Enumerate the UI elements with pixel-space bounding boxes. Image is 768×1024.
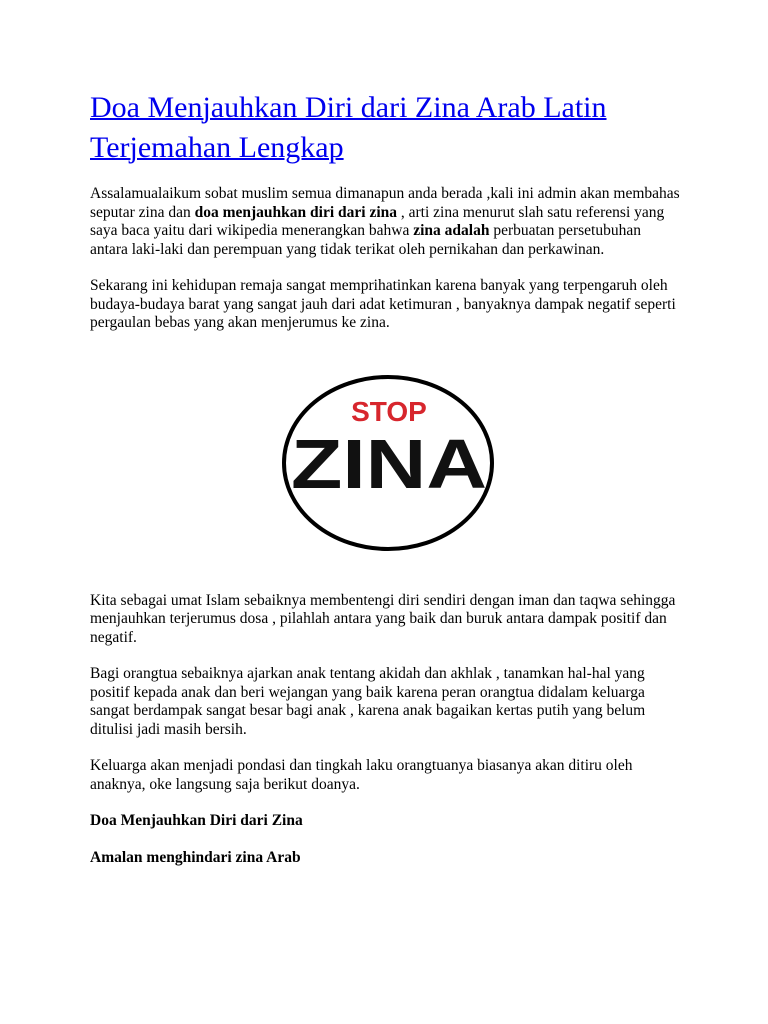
amalan-heading: Amalan menghindari zina Arab — [90, 848, 301, 866]
stop-zina-figure — [90, 373, 680, 553]
intro-bold-keyword-1: doa menjauhkan diri dari zina — [194, 203, 397, 221]
intro-paragraph — [90, 185, 680, 259]
parents-paragraph: Bagi orangtua sebaiknya ajarkan anak tentang akidah dan akhlak , tanamkan hal-hal yang positif kepada anak dan beri wejangan yang baik karena peran orangtua didalam keluarga sangat berdampak sangat besar bagi anak , karena anak bagaikan kertas putih yang belum ditulisi jadi masih bersih. — [90, 665, 646, 738]
intro-bold-keyword-2: zina adalah — [413, 222, 490, 239]
youth-paragraph: Sekarang ini kehidupan remaja sangat memprihatinkan karena banyak yang terpengaruh oleh budaya-budaya barat yang sangat jauh dari adat ketimuran , banyaknya dampak negatif seperti pergaulan bebas yang akan menjerumus ke zina. — [90, 277, 676, 331]
intro-text-3: perbuatan persetubuhan antara laki-laki dan perempuan yang tidak terikat oleh pernikahan dan perkawinan. — [90, 222, 641, 258]
doa-heading: Doa Menjauhkan Diri dari Zina — [90, 812, 303, 829]
article-title-link[interactable]: Doa Menjauhkan Diri dari Zina Arab Latin Terjemahan Lengkap — [90, 91, 607, 164]
article — [90, 88, 680, 867]
faith-paragraph: Kita sebagai umat Islam sebaiknya membentengi diri sendiri dengan iman dan taqwa sehingga menjauhkan terjerumus dosa , pilahlah antara yang baik dan buruk antara dampak positif dan negatif. — [90, 591, 676, 646]
stop-text: STOP — [351, 395, 427, 427]
intro-text-1: Assalamualaikum sobat muslim semua dimanapun anda berada ,kali ini admin akan membahas seputar zina dan — [90, 185, 680, 221]
stop-zina-image — [279, 373, 497, 553]
intro-text-2: , arti zina menurut slah satu referensi yang saya baca yaitu dari wikipedia menerangkan bahwa — [90, 203, 665, 239]
article-title — [90, 88, 680, 168]
zina-text: ZINA — [291, 424, 487, 503]
family-paragraph: Keluarga akan menjadi pondasi dan tingkah laku orangtuanya biasanya akan ditiru oleh anaknya, oke langsung saja berikut doanya. — [90, 757, 633, 793]
